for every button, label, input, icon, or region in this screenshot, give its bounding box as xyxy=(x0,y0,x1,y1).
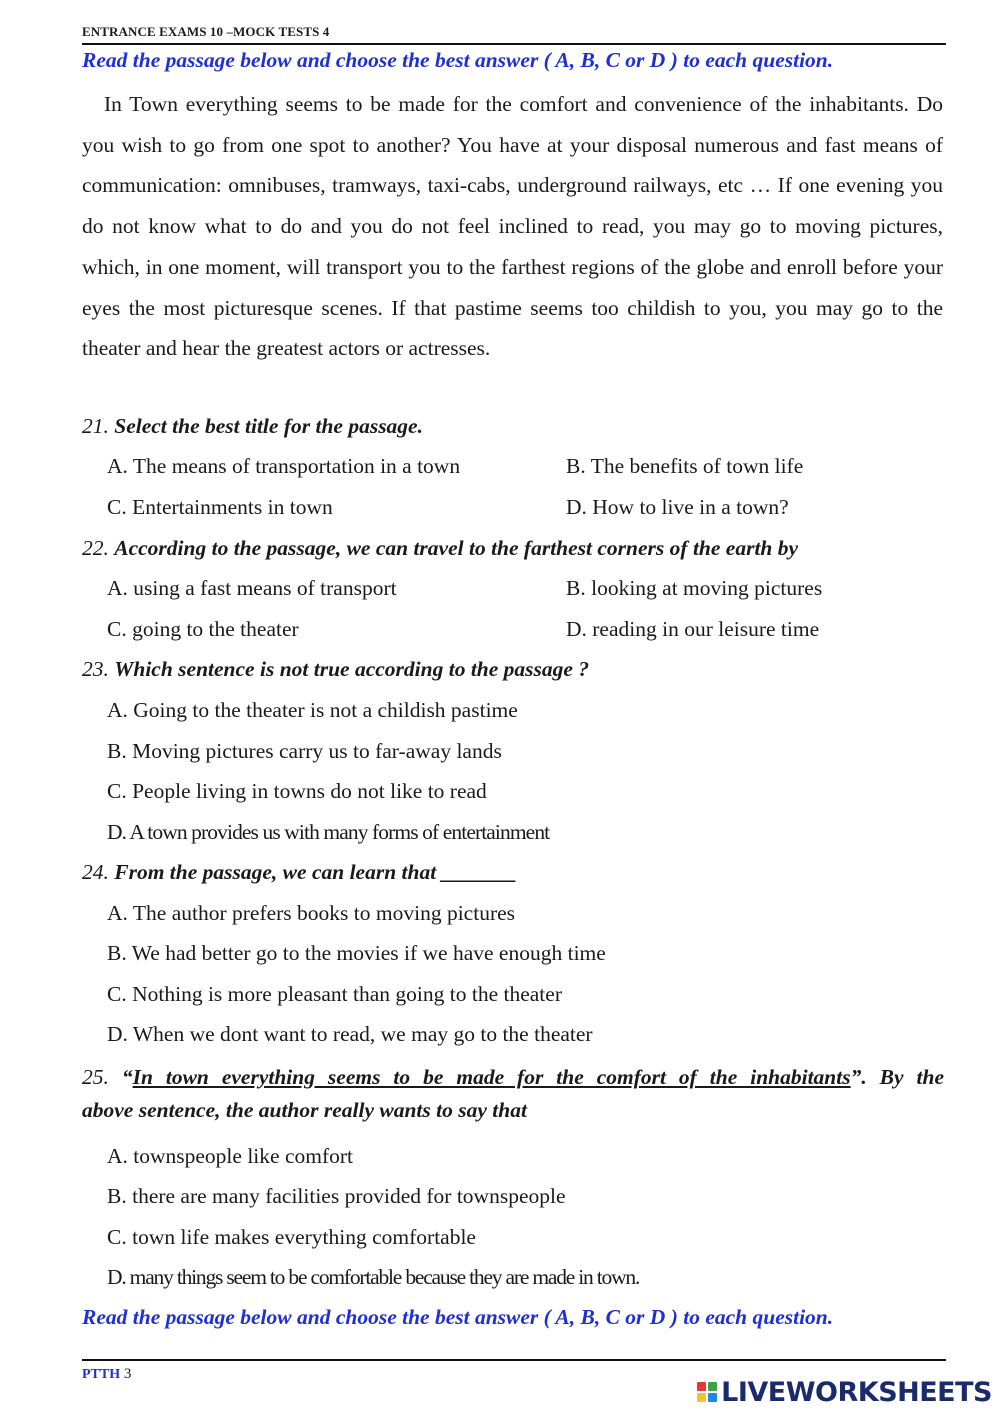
question-25 xyxy=(82,1057,944,1098)
option-23-d[interactable]: D. A town provides us with many forms of entertainment xyxy=(107,820,550,844)
question-23 xyxy=(82,657,952,682)
option-22-a[interactable]: A. using a fast means of transport xyxy=(107,576,397,600)
quote-close: ”. By the xyxy=(850,1065,944,1089)
logo-grid-icon xyxy=(697,1382,717,1402)
question-25-stem-cont: above sentence, the author really wants to say that xyxy=(82,1098,527,1122)
option-22-d[interactable]: D. reading in our leisure time xyxy=(566,617,820,641)
option-24-b[interactable]: B. We had better go to the movies if we have enough time xyxy=(107,941,606,965)
question-stem: Which sentence is not true according to the passage ? xyxy=(114,657,590,681)
option-25-d[interactable]: D. many things seem to be comfortable because they are made in town. xyxy=(107,1265,640,1289)
option-21-c[interactable]: C. Entertainments in town xyxy=(107,495,333,519)
question-number: 25. xyxy=(82,1065,109,1089)
option-24-c[interactable]: C. Nothing is more pleasant than going to the theater xyxy=(107,982,562,1006)
option-25-c[interactable]: C. town life makes everything comfortable xyxy=(107,1225,476,1249)
question-number: 21. xyxy=(82,414,109,438)
question-number: 23. xyxy=(82,657,109,681)
instruction-bottom: Read the passage below and choose the best answer ( A, B, C or D ) to each question. xyxy=(82,1305,834,1329)
option-23-c[interactable]: C. People living in towns do not like to read xyxy=(107,779,487,803)
liveworksheets-logo[interactable] xyxy=(697,1376,992,1408)
question-number: 22. xyxy=(82,536,109,560)
exam-header: ENTRANCE EXAMS 10 –MOCK TESTS 4 xyxy=(82,24,946,45)
option-24-d[interactable]: D. When we dont want to read, we may go to the theater xyxy=(107,1022,593,1046)
option-24-a[interactable]: A. The author prefers books to moving pictures xyxy=(107,901,516,925)
question-stem: According to the passage, we can travel to the farthest corners of the earth by xyxy=(114,536,799,560)
page-number: 3 xyxy=(123,1366,132,1382)
option-21-a[interactable]: A. The means of transportation in a town xyxy=(107,454,461,478)
quote-open: “ xyxy=(121,1065,133,1089)
option-25-b[interactable]: B. there are many facilities provided for townspeople xyxy=(107,1184,566,1208)
page-footer xyxy=(82,1366,131,1383)
question-number: 24. xyxy=(82,860,109,884)
option-25-a[interactable]: A. townspeople like comfort xyxy=(107,1144,354,1168)
footer-label: PTTH xyxy=(82,1367,121,1382)
option-22-c[interactable]: C. going to the theater xyxy=(107,617,299,641)
option-22-b[interactable]: B. looking at moving pictures xyxy=(566,576,823,600)
option-23-b[interactable]: B. Moving pictures carry us to far-away lands xyxy=(107,739,502,763)
option-21-b[interactable]: B. The benefits of town life xyxy=(566,454,804,478)
instruction-top: Read the passage below and choose the best answer ( A, B, C or D ) to each question. xyxy=(82,48,834,72)
logo-text: LIVEWORKSHEETS xyxy=(721,1376,992,1408)
reading-passage: In Town everything seems to be made for the comfort and convenience of the inhabitants. Do you wish to go from one spot to another? You have at your disposal numerous and fast means of communication: omnibuses, tramways, taxi-cabs, underground railways, etc … If one evening you do not know what to do and you do not feel inclined to read, you may go to moving pictures, which, in one moment, will transport you to the farthest regions of the globe and enroll before your eyes the most picturesque scenes. If that pastime seems too childish to you, you may go to the theater and hear the greatest actors or actresses. xyxy=(82,92,943,361)
question-24 xyxy=(82,860,952,885)
option-21-d[interactable]: D. How to live in a town? xyxy=(566,495,789,519)
question-22 xyxy=(82,536,952,561)
option-23-a[interactable]: A. Going to the theater is not a childish pastime xyxy=(107,698,518,722)
question-21 xyxy=(82,414,952,439)
footer-divider xyxy=(82,1359,946,1361)
question-stem: From the passage, we can learn that _______ xyxy=(114,860,517,884)
quoted-sentence: In town everything seems to be made for the comfort of the inhabitants xyxy=(132,1065,851,1089)
question-stem: Select the best title for the passage. xyxy=(114,414,423,438)
